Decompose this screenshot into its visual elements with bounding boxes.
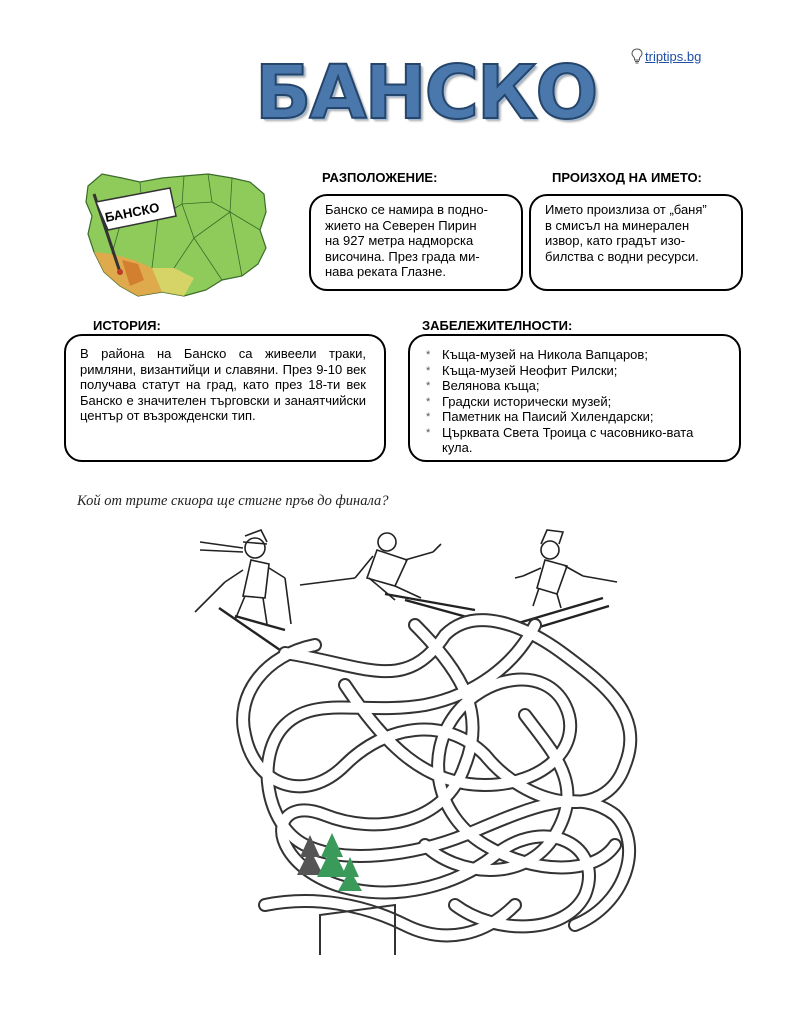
history-box (64, 334, 386, 462)
name-origin-line: извор, като градът изо- (545, 233, 686, 248)
sights-list (422, 347, 725, 456)
location-line: нава реката Глазне. (325, 264, 446, 279)
location-line: жието на Северен Пирин (325, 217, 477, 233)
name-origin-line: в смисъл на минерален (545, 217, 690, 233)
location-line: на 927 метра надморска (325, 233, 474, 248)
location-box (309, 194, 523, 291)
sights-heading: ЗАБЕЛЕЖИТЕЛНОСТИ: (422, 318, 573, 333)
lightbulb-icon (631, 48, 643, 64)
location-text (325, 202, 507, 280)
history-heading: ИСТОРИЯ: (93, 318, 161, 333)
history-text: В района на Банско са живеели траки, римляни, византийци и славяни. През 9-10 век получава статут на град, като през 18-ти век Банско е значителен търговски и занаятчийски център от възрожденски тип. (80, 346, 366, 423)
location-line: височина. През града ми- (325, 248, 480, 264)
page-title: БАНСКО (255, 50, 597, 136)
list-item: * Паметник на Паисий Хилендарски; (422, 409, 725, 425)
list-item: * Църквата Света Троица с часовнико-вата кула. (422, 425, 697, 456)
name-origin-box (529, 194, 743, 291)
triptips-link[interactable] (631, 48, 701, 64)
name-origin-heading: ПРОИЗХОД НА ИМЕТО: (552, 170, 702, 185)
flag-label: БАНСКО (103, 199, 161, 225)
list-item: * Къща-музей Неофит Рилски; (422, 363, 725, 379)
puzzle-question: Кой от трите скиора ще стигне пръв до финала? (77, 493, 389, 509)
bulgaria-map (82, 168, 270, 300)
list-item: * Градски исторически музей; (422, 394, 725, 410)
name-origin-line: Името произлиза от „баня” (545, 202, 707, 217)
list-item: * Велянова къща; (422, 378, 725, 394)
location-line: Банско се намира в подно- (325, 202, 488, 217)
name-origin-line: билства с водни ресурси. (545, 248, 699, 264)
maze (225, 605, 665, 965)
list-item: * Къща-музей на Никола Вапцаров; (422, 347, 725, 363)
triptips-link-text[interactable]: triptips.bg (645, 48, 702, 64)
name-origin-text (545, 202, 727, 264)
location-heading: РАЗПОЛОЖЕНИЕ: (322, 170, 438, 185)
sights-box (408, 334, 741, 462)
